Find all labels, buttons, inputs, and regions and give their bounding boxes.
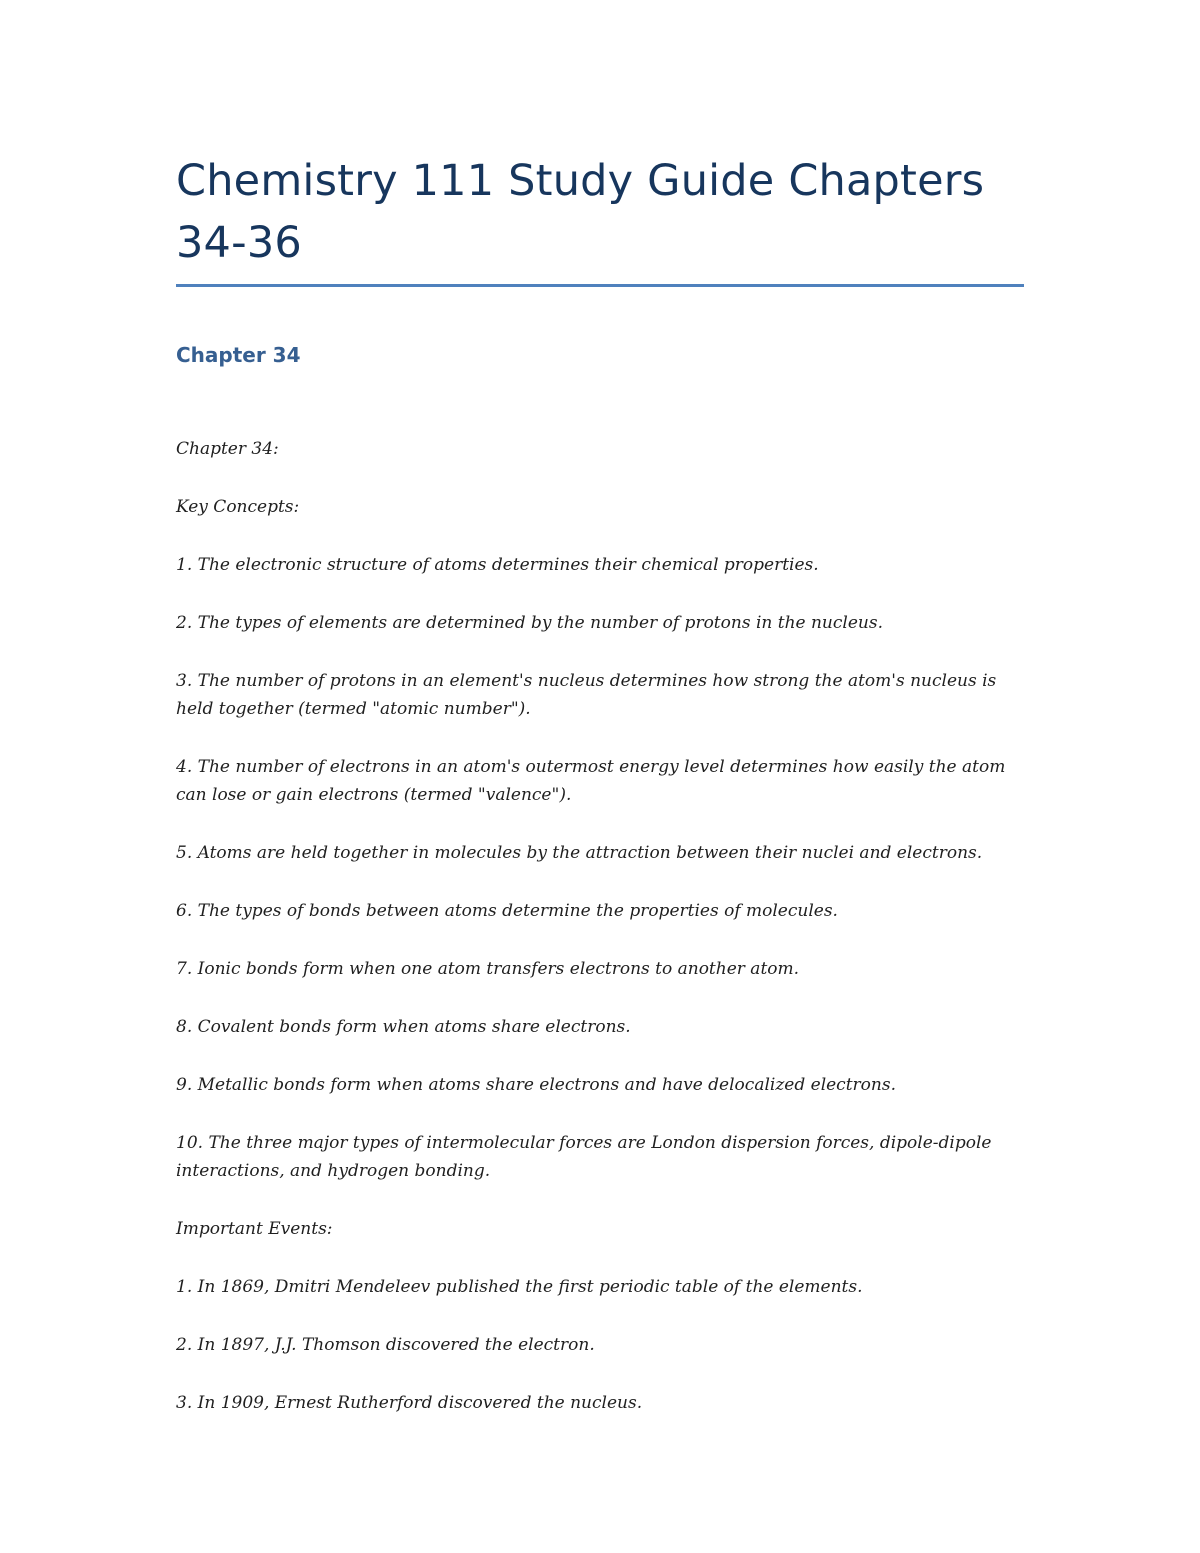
- list-item: 3. The number of protons in an element's nucleus determines how strong the atom's nucleus is held together (termed "atomic number").: [176, 671, 997, 719]
- chapter-heading: Chapter 34: [176, 343, 301, 367]
- important-events-list: [176, 1273, 1024, 1417]
- key-concepts-label: Key Concepts:: [176, 497, 300, 517]
- list-item: 1. The electronic structure of atoms determines their chemical properties.: [176, 555, 819, 575]
- important-events-label: Important Events:: [176, 1219, 333, 1239]
- list-item: 1. In 1869, Dmitri Mendeleev published the first periodic table of the elements.: [176, 1277, 863, 1297]
- list-item: 2. The types of elements are determined by the number of protons in the nucleus.: [176, 613, 883, 633]
- list-item: 3. In 1909, Ernest Rutherford discovered the nucleus.: [176, 1393, 643, 1413]
- list-item: 8. Covalent bonds form when atoms share electrons.: [176, 1017, 631, 1037]
- list-item: 5. Atoms are held together in molecules by the attraction between their nuclei and electrons.: [176, 843, 983, 863]
- list-item: 6. The types of bonds between atoms determine the properties of molecules.: [176, 901, 838, 921]
- chapter-label: Chapter 34:: [176, 439, 279, 459]
- list-item: 2. In 1897, J.J. Thomson discovered the electron.: [176, 1335, 595, 1355]
- document-title: Chemistry 111 Study Guide Chapters 34-36: [176, 156, 985, 268]
- list-item: 7. Ionic bonds form when one atom transfers electrons to another atom.: [176, 959, 800, 979]
- list-item: 4. The number of electrons in an atom's outermost energy level determines how easily the atom can lose or gain electrons (termed "valence").: [176, 757, 1006, 805]
- document-page: [176, 150, 1024, 1417]
- list-item: 10. The three major types of intermolecular forces are London dispersion forces, dipole-dipole interactions, and hydrogen bonding.: [176, 1133, 992, 1181]
- key-concepts-list: [176, 551, 1024, 1185]
- title-underline: [176, 284, 1024, 287]
- list-item: 9. Metallic bonds form when atoms share electrons and have delocalized electrons.: [176, 1075, 896, 1095]
